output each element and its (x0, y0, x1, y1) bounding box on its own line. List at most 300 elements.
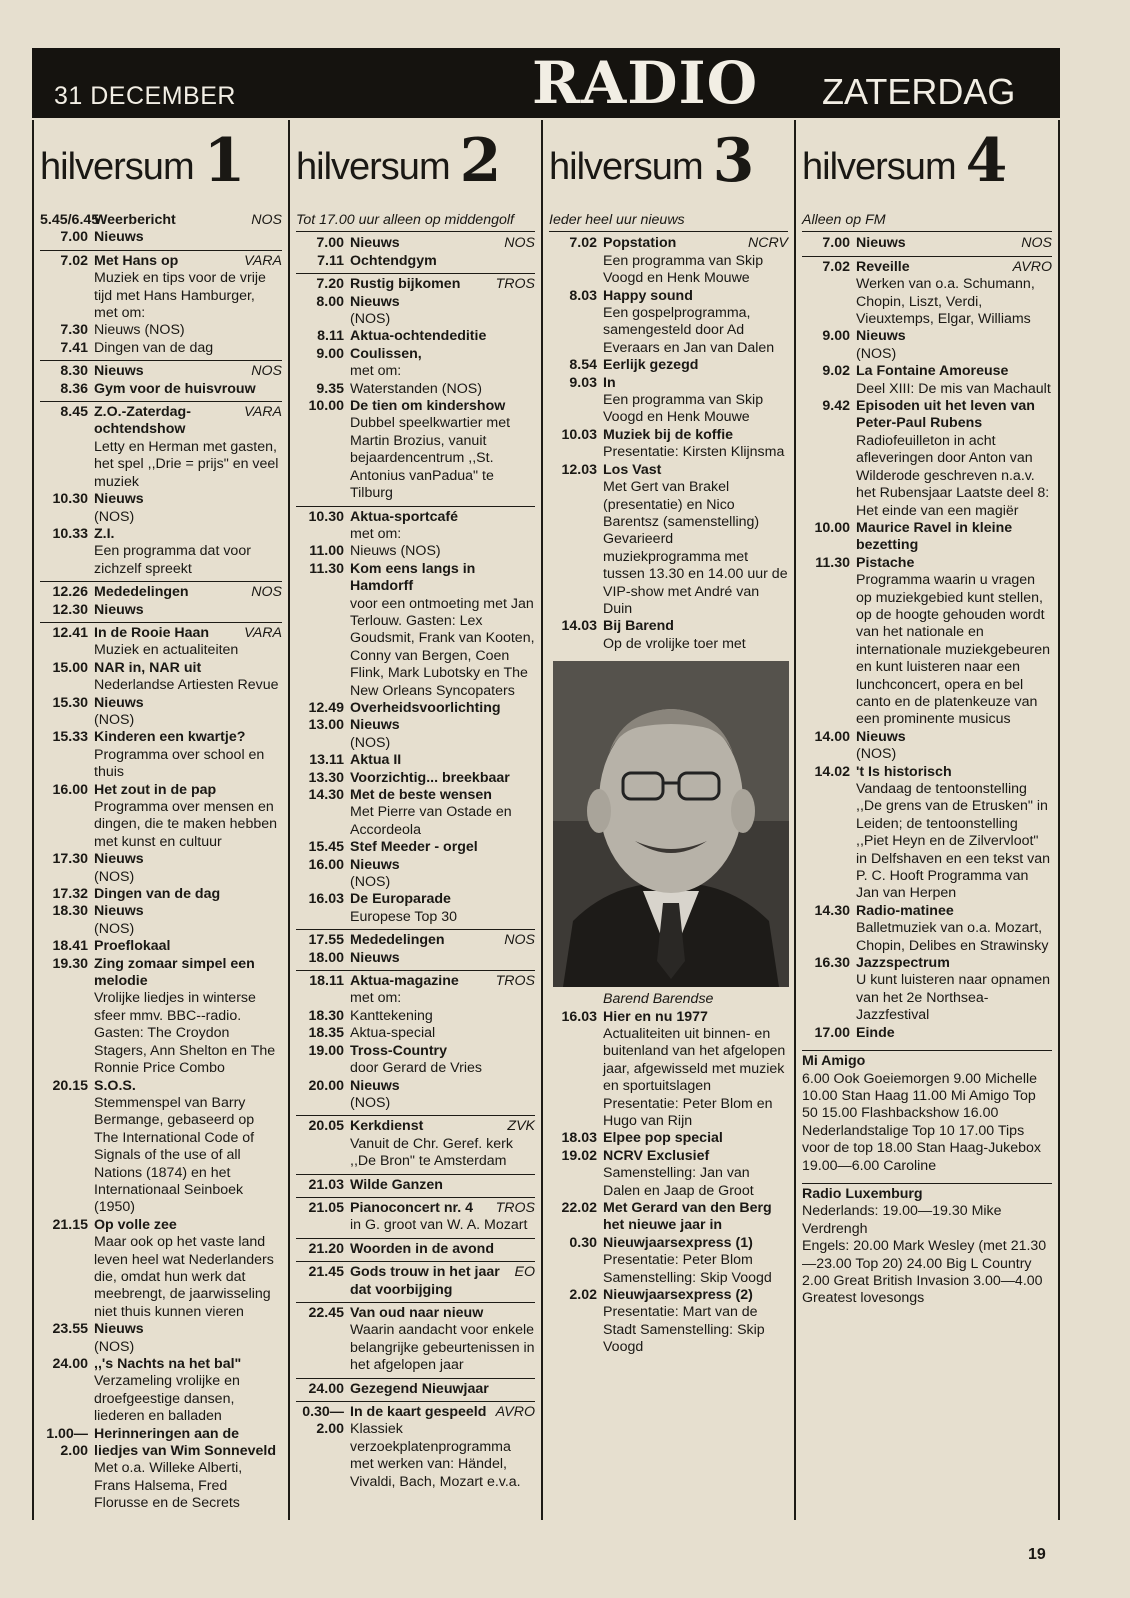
program-text (350, 950, 535, 967)
program-time: 21.05 (308, 1199, 344, 1216)
program-time: 7.02 (569, 235, 597, 252)
program-time: 18.11 (309, 973, 344, 990)
program-description: Een programma van Skip Voogd en Henk Mouwe (603, 392, 764, 426)
program-text (856, 1025, 1052, 1042)
broadcaster: ZVK (507, 1118, 535, 1135)
program-text (94, 363, 282, 380)
program-title (94, 782, 282, 799)
program-description: (NOS) (94, 920, 135, 937)
program-description: Een programma van Skip Voogd en Henk Mouwe (603, 252, 764, 287)
divider (296, 970, 535, 971)
program-title-text: Kerkdienst (350, 1118, 424, 1135)
program-entry (40, 1321, 282, 1356)
program-text (350, 752, 535, 769)
program-text (94, 782, 282, 852)
mi-amigo-title: Mi Amigo (802, 1053, 866, 1070)
program-text (350, 717, 535, 752)
schedule-note: Tot 17.00 uur alleen op middengolf (296, 212, 535, 232)
program-title-text: Tross-Country (350, 1042, 447, 1059)
broadcaster: TROS (495, 1199, 535, 1216)
program-entry (802, 363, 1052, 398)
header-day: ZATERDAG (822, 71, 1016, 112)
program-text (603, 1235, 788, 1287)
program-text (94, 1217, 282, 1321)
program-entry (40, 938, 282, 955)
program-title-text: Nieuws (94, 601, 144, 618)
program-entry (296, 328, 535, 345)
program-entry (296, 1177, 535, 1194)
program-description: Presentatie: Peter Blom Samenstelling: Skip Voogd (603, 1252, 772, 1286)
program-entry (296, 891, 535, 926)
program-description: Presentatie: Mart van de Stadt Samenstelling: Skip Voogd (603, 1304, 765, 1356)
program-text (94, 526, 282, 578)
program-time: 17.00 (814, 1024, 850, 1041)
program-title-text: Gods trouw in het jaar dat voorbijging (350, 1264, 500, 1298)
program-time: 2.02 (569, 1287, 597, 1304)
program-title-text: Hier en nu 1977 (603, 1008, 708, 1025)
program-title (350, 1177, 535, 1194)
program-title-text: Nieuws (94, 229, 144, 246)
program-entry (549, 618, 788, 653)
program-title-text: Rustig bijkomen (350, 276, 461, 293)
program-title (856, 520, 1052, 555)
program-title (350, 294, 535, 311)
program-time: 5.45/6.45 (40, 212, 100, 228)
program-title (350, 973, 535, 990)
program-title (350, 1078, 535, 1095)
broadcaster: VARA (244, 252, 282, 269)
schedule (40, 212, 282, 1513)
divider (40, 622, 282, 623)
program-title-text: Op volle zee (94, 1216, 177, 1233)
broadcaster: NOS (251, 363, 282, 380)
program-title (350, 1305, 535, 1322)
program-time: 14.30 (308, 787, 344, 803)
broadcaster: VARA (244, 404, 282, 421)
divider (296, 1197, 535, 1198)
program-title-text: 't Is historisch (856, 763, 952, 780)
program-title-text: Bij Barend (603, 618, 674, 635)
program-title (856, 235, 1052, 252)
program-time: 14.00 (814, 728, 850, 745)
program-title-text: La Fontaine Amoreuse (856, 363, 1009, 380)
program-entry (802, 520, 1052, 555)
program-time: 11.30 (815, 554, 850, 571)
program-title-text: Z.I. (94, 525, 115, 542)
divider (296, 1302, 535, 1303)
program-description: Een programma dat voor zichzelf spreekt (94, 543, 251, 577)
program-text (350, 276, 535, 293)
program-title (350, 1043, 535, 1060)
program-time: 9.02 (822, 363, 850, 380)
program-entry (40, 729, 282, 781)
program-description: Letty en Herman met gasten, het spel ,,Drie = prijs" en veel muziek (94, 438, 279, 490)
program-text (94, 695, 282, 730)
program-text (94, 584, 282, 601)
program-entry (40, 491, 282, 526)
station-name: hilversum (802, 146, 956, 188)
program-description: Samenstelling: Jan van Dalen en Jaap de Groot (603, 1165, 754, 1199)
program-description: Kanttekening (350, 1007, 433, 1024)
program-title (94, 938, 282, 955)
program-time: 19.02 (561, 1147, 597, 1164)
program-time: 12.49 (308, 699, 344, 716)
program-time: 7.00 (316, 235, 344, 252)
divider (296, 929, 535, 930)
program-time: 22.02 (561, 1200, 597, 1217)
program-entry (40, 340, 282, 357)
program-text (350, 1381, 535, 1398)
program-title (94, 695, 282, 712)
program-title (856, 1025, 1052, 1042)
program-text (350, 1118, 535, 1170)
program-entry (802, 764, 1052, 903)
program-text (603, 375, 788, 427)
program-description: Presentatie: Kirsten Klijnsma (603, 444, 785, 461)
program-text (350, 932, 535, 949)
program-title-text: Overheidsvoorlichting (350, 699, 501, 716)
program-text (94, 886, 282, 903)
program-time: 21.03 (308, 1176, 344, 1193)
program-text (350, 1404, 535, 1491)
program-time: 18.30 (52, 903, 88, 920)
station-number: 4 (965, 126, 1007, 196)
program-text (350, 1043, 535, 1078)
program-text (603, 357, 788, 374)
program-title-text: Pistache (856, 554, 915, 571)
program-title-text: Gezegend Nieuwjaar (350, 1380, 489, 1397)
program-title-text: Met Hans op (94, 252, 179, 269)
program-title (603, 427, 788, 444)
divider (40, 360, 282, 361)
program-description: Dubbel speelkwartier met Martin Brozius, vanuit bejaardencentrum ,,St. Antonius vanPadua" te Tilburg (350, 415, 511, 502)
program-text (603, 618, 788, 653)
program-text (603, 1200, 788, 1235)
program-time: 20.00 (308, 1077, 344, 1094)
program-text (856, 729, 1052, 764)
program-time: 8.36 (60, 380, 88, 397)
program-text (350, 1200, 535, 1235)
program-text (856, 903, 1052, 955)
program-text (94, 602, 282, 619)
program-description: Op de vrolijke toer met (603, 635, 746, 652)
program-entry (296, 1043, 535, 1078)
program-title (94, 886, 282, 903)
program-title (856, 555, 1052, 572)
program-title (350, 1118, 535, 1135)
program-entry (40, 903, 282, 938)
program-entry (296, 752, 535, 769)
program-title (350, 1404, 535, 1421)
program-description: (NOS) (94, 508, 135, 525)
program-time: 7.02 (60, 252, 88, 269)
program-title-text: Muziek bij de koffie (603, 426, 734, 443)
program-text (350, 346, 535, 381)
program-title-text: Nieuws (94, 903, 144, 920)
program-time: 15.33 (52, 729, 88, 746)
program-entry (40, 886, 282, 903)
program-title-text: Einde (856, 1024, 895, 1041)
program-description: Nederlandse Artiesten Revue (94, 677, 279, 694)
program-entry (296, 561, 535, 700)
program-text (350, 561, 535, 700)
program-entry (296, 509, 535, 544)
program-title-text: Los Vast (603, 461, 662, 478)
program-time: 12.26 (52, 584, 88, 601)
program-description: Actualiteiten uit binnen- en buitenland van het afgelopen jaar, afgewisseld met muziek en sportuitslagen Presentatie: Peter Blom en Hugo van Rijn (603, 1025, 786, 1129)
program-title (350, 328, 535, 345)
portrait-illustration (553, 661, 789, 987)
program-description: Europese Top 30 (350, 908, 458, 925)
program-entry (802, 729, 1052, 764)
program-time: 16.03 (308, 891, 344, 908)
program-title-text: S.O.S. (94, 1077, 136, 1094)
program-title (94, 851, 282, 868)
program-entry (296, 276, 535, 293)
station-number: 2 (459, 126, 501, 196)
program-time: 7.00 (822, 235, 850, 252)
program-description: (NOS) (94, 711, 135, 728)
program-time: 16.00 (52, 781, 88, 798)
program-time: 15.30 (52, 694, 88, 711)
program-time: 14.02 (814, 763, 850, 780)
program-title (94, 602, 282, 619)
program-text (350, 787, 535, 839)
program-text (350, 398, 535, 502)
program-entry (296, 381, 535, 398)
mi-amigo-schedule: 6.00 Ook Goeiemorgen 9.00 Michelle 10.00 Stan Haag 11.00 Mi Amigo Top 50 15.00 Flashbackshow 16.00 Nederlandstalige Top 10 17.00 Tips voor de top 18.00 Stan Haag-Jukebox 19.00—6.00 Caroline (802, 1070, 1041, 1174)
program-title-text: Van oud naar nieuw (350, 1304, 484, 1321)
program-title-text: Aktua-ochtendeditie (350, 328, 487, 345)
program-description: Muziek en tips voor de vrije tijd met Hans Hamburger, met om: (94, 270, 266, 322)
program-time: 8.11 (317, 328, 344, 345)
program-title (603, 1009, 788, 1026)
program-entry (296, 294, 535, 329)
program-text (350, 1008, 535, 1025)
broadcaster: NOS (504, 932, 535, 949)
program-title-text: Nieuws (94, 851, 144, 868)
schedule-note: Alleen op FM (802, 212, 1052, 232)
program-entry (802, 259, 1052, 329)
program-entry (549, 1009, 788, 1131)
program-time: 12.41 (52, 624, 88, 641)
radio-luxemburg-dutch: Nederlands: 19.00—19.30 Mike Verdrengh (802, 1203, 1002, 1237)
program-description: (NOS) (94, 1338, 135, 1355)
program-description: (NOS) (350, 734, 391, 751)
program-time: 9.42 (822, 398, 850, 415)
program-text (350, 770, 535, 787)
station-title (549, 126, 753, 196)
program-entry (40, 322, 282, 339)
program-time: 16.30 (814, 955, 850, 972)
divider (296, 506, 535, 507)
program-title (603, 1200, 788, 1235)
program-title (94, 1321, 282, 1338)
program-title-text: Aktua-magazine (350, 973, 459, 990)
program-title-text: Mededelingen (94, 584, 189, 601)
program-entry (549, 1200, 788, 1235)
program-entry (296, 543, 535, 560)
program-title-text: Nieuws (856, 728, 906, 745)
divider (296, 1401, 535, 1402)
divider (40, 250, 282, 251)
program-title-text: Maurice Ravel in kleine bezetting (856, 519, 1013, 554)
program-text (856, 259, 1052, 329)
program-time: 9.00 (822, 328, 850, 345)
program-time: 14.30 (814, 902, 850, 919)
program-text (350, 381, 535, 398)
program-description: Radiofeuilleton in acht afleveringen door Anton van Wilderode geschreven n.a.v. het Rubensjaar Laatste deel 8: Het einde van een magiër (856, 432, 1050, 519)
schedule (802, 212, 1052, 1308)
program-title (94, 212, 282, 229)
broadcaster: TROS (495, 973, 535, 990)
program-title-text: Nieuws (94, 1321, 144, 1338)
program-text (350, 1264, 535, 1299)
station-title (802, 126, 1006, 196)
program-text (350, 235, 535, 252)
program-time: 7.02 (822, 258, 850, 275)
program-title (94, 1426, 282, 1461)
program-time: 0.30 (569, 1234, 597, 1251)
program-time: 23.55 (52, 1321, 88, 1338)
program-entry (549, 1148, 788, 1200)
program-title (350, 770, 535, 787)
program-text (94, 1321, 282, 1356)
schedule-note: Ieder heel uur nieuws (549, 212, 788, 232)
program-text (94, 253, 282, 323)
program-entry (296, 1381, 535, 1398)
station-number: 3 (712, 126, 754, 196)
program-time: 17.30 (52, 851, 88, 868)
program-title-text: Weerbericht (94, 212, 176, 228)
program-entry (296, 1404, 535, 1491)
program-description: Stemmenspel van Barry Bermange, gebaseerd op The International Code of Signals of the use of all Nations (1874) en het Internationaal Seinboek (1950) (94, 1094, 255, 1216)
program-entry (296, 1241, 535, 1258)
program-entry (40, 381, 282, 398)
program-title-text: Proeflokaal (94, 938, 171, 955)
broadcaster: NCRV (748, 235, 788, 252)
program-title-text: Pianoconcert nr. 4 (350, 1199, 473, 1216)
program-text (603, 1130, 788, 1147)
program-title (94, 625, 282, 642)
program-description: Aktua-special (350, 1025, 436, 1042)
program-title-text: Nieuws (350, 949, 400, 966)
program-title (350, 276, 535, 293)
program-title-text: Nieuwjaarsexpress (1) (603, 1234, 753, 1251)
radio-luxemburg-english: Engels: 20.00 Mark Wesley (met 21.30—23.00 Top 20) 24.00 Big L Country 2.00 Great British Invasion 3.00—4.00 Greatest lovesongs (802, 1238, 1047, 1307)
schedule (296, 212, 535, 1491)
program-description: (NOS) (350, 1094, 391, 1111)
program-text (603, 1287, 788, 1357)
program-text (94, 851, 282, 886)
program-description: (NOS) (350, 874, 391, 891)
divider (40, 401, 282, 402)
program-time: 7.00 (60, 229, 88, 246)
program-time: 18.00 (308, 949, 344, 966)
radio-luxemburg-box (802, 1183, 1052, 1308)
station-name: hilversum (296, 146, 450, 188)
program-time: 10.00 (308, 398, 344, 415)
program-description: (NOS) (856, 345, 897, 362)
program-text (94, 1356, 282, 1426)
program-time: 10.03 (561, 426, 597, 443)
program-text (94, 660, 282, 695)
program-entry (802, 903, 1052, 955)
program-description: Een gospelprogramma, samengesteld door Ad Everaars en Jan van Dalen (603, 305, 775, 356)
program-title-text: Gym voor de huisvrouw (94, 380, 256, 397)
program-title-text: De tien om kindershow (350, 398, 506, 415)
broadcaster: NOS (504, 235, 535, 252)
program-time: 12.03 (561, 461, 597, 478)
program-entry (40, 956, 282, 1078)
program-description: Nieuws (NOS) (94, 322, 185, 339)
divider (296, 1238, 535, 1239)
program-entry (296, 1078, 535, 1113)
program-description: Met Pierre van Ostade en Accordeola (350, 804, 512, 838)
program-text (856, 764, 1052, 903)
program-text (94, 404, 282, 491)
program-title (350, 717, 535, 734)
program-title (94, 660, 282, 677)
program-description: door Gerard de Vries (350, 1060, 482, 1077)
station-title (296, 126, 500, 196)
program-title (350, 398, 535, 415)
program-title (350, 253, 535, 270)
program-description: Vanuit de Chr. Geref. kerk ,,De Bron" te Amsterdam (350, 1135, 513, 1170)
program-title (350, 1381, 535, 1398)
program-title (94, 956, 282, 991)
program-text (94, 340, 282, 357)
broadcaster: NOS (251, 584, 282, 601)
program-entry (40, 229, 282, 246)
photo-caption: Barend Barendse (603, 991, 714, 1008)
program-title (603, 288, 788, 305)
program-description: Muziek en actualiteiten (94, 642, 239, 659)
program-description: Nieuws (NOS) (350, 543, 441, 560)
mi-amigo-box (802, 1050, 1052, 1175)
program-title-text: De Europarade (350, 891, 451, 908)
program-title-text: Woorden in de avond (350, 1240, 494, 1257)
program-text (603, 462, 788, 619)
program-time: 9.03 (569, 374, 597, 391)
program-text (856, 398, 1052, 520)
program-description: Vandaag de tentoonstelling ,,De grens van de Etrusken" in Leiden; de tentoonstelling ,,Piet Heyn en de Zilvervloot" in Delfshaven en een tekst van P. C. Hooft Programma van Jan van Herpen (856, 781, 1051, 902)
program-time: 8.54 (569, 357, 597, 374)
program-entry (802, 235, 1052, 252)
program-time: 9.35 (316, 380, 344, 397)
program-title-text: Coulissen, (350, 345, 422, 362)
program-title-text: Kinderen een kwartje? (94, 729, 246, 746)
program-entry (296, 1118, 535, 1170)
program-text (94, 1426, 282, 1513)
broadcaster: TROS (495, 276, 535, 293)
program-time: 7.41 (60, 339, 88, 356)
program-time: 13.00 (308, 717, 344, 734)
program-text (94, 956, 282, 1078)
program-entry (296, 717, 535, 752)
program-title-text: Voorzichtig... breekbaar (350, 769, 510, 786)
program-title-text: NCRV Exclusief (603, 1147, 710, 1164)
program-title (94, 253, 282, 270)
program-entry (802, 1025, 1052, 1042)
program-title-text: Nieuws (94, 694, 144, 711)
program-title (350, 235, 535, 252)
program-description: Met o.a. Willeke Alberti, Frans Halsema, Fred Florusse en de Secrets (94, 1460, 243, 1512)
program-title-text: NAR in, NAR uit (94, 659, 202, 676)
program-title (94, 1078, 282, 1095)
program-time: 8.30 (60, 363, 88, 380)
program-entry (802, 398, 1052, 520)
